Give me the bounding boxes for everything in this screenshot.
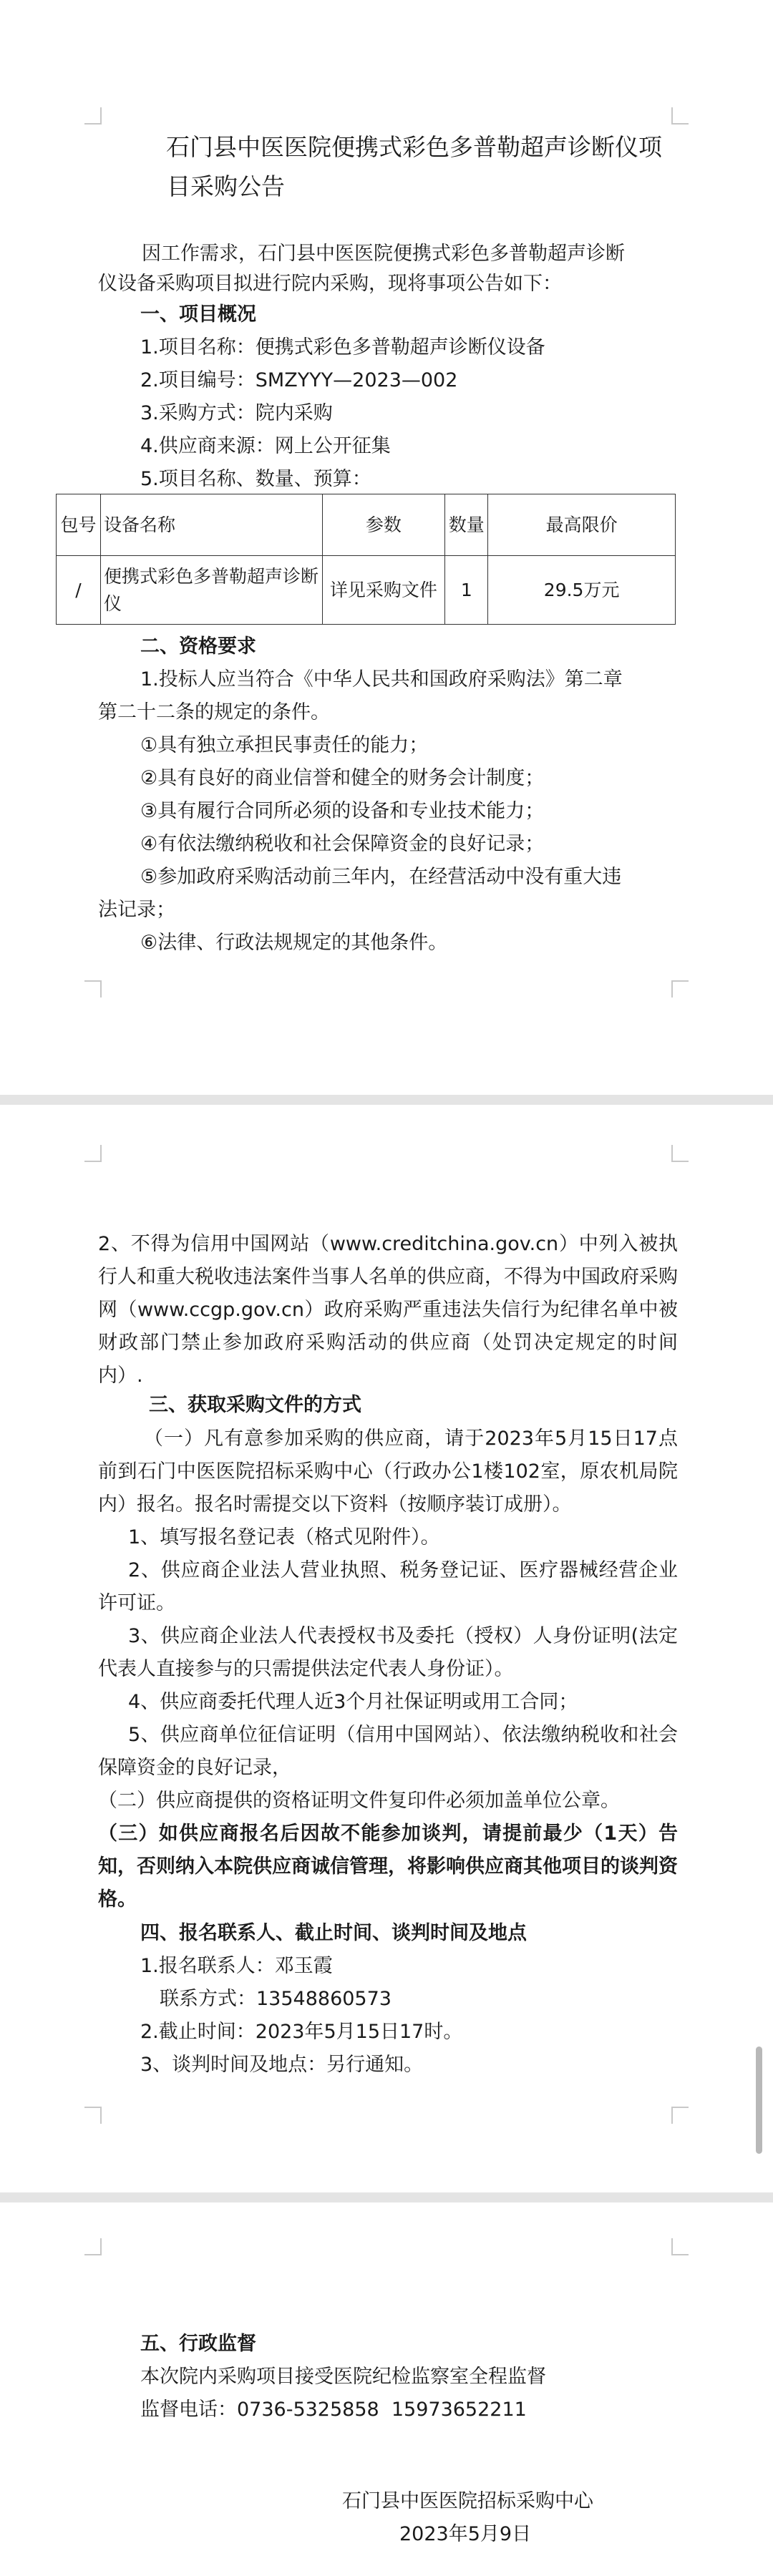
condition-3: ③具有履行合同所必须的设备和专业技术能力； xyxy=(140,800,545,822)
s5-phone: 监督电话：0736-5325858 15973652211 xyxy=(140,2399,527,2421)
page-3 xyxy=(0,2202,773,2576)
doc-title-line1: 石门县中医医院便携式彩色多普勒超声诊断仪项 xyxy=(166,133,662,161)
th-device-name: 设备名称 xyxy=(100,494,322,556)
doc-title-line2: 目采购公告 xyxy=(167,172,285,200)
item-supplier-source: 4.供应商来源：网上公开征集 xyxy=(140,435,391,457)
section-heading: 三、获取采购文件的方式 xyxy=(149,1394,361,1416)
table-row xyxy=(57,556,676,625)
crop-mark xyxy=(84,107,102,125)
s3-paragraph-2: （二）供应商提供的资格证明文件复印件必须加盖单位公章。 xyxy=(98,1790,620,1812)
s3-item-1: 1、填写报名登记表（格式见附件）。 xyxy=(128,1526,440,1548)
table-header-row xyxy=(57,494,676,556)
item-procurement-method: 3.采购方式：院内采购 xyxy=(140,402,333,424)
th-parameters: 参数 xyxy=(322,494,445,556)
td-parameters: 详见采购文件 xyxy=(322,556,445,625)
s3-paragraph-3: （三）如供应商报名后因故不能参加谈判，请提前最少（1天）告知，否则纳入本院供应商诚信管理，将影响供应商其他项目的谈判资格。 xyxy=(98,1823,678,1911)
crop-mark xyxy=(84,2238,102,2255)
s3-item-3: 3、供应商企业法人代表授权书及委托（授权）人身份证明(法定代表人直接参与的只需提供法定代表人身份证）。 xyxy=(98,1625,678,1680)
td-device-name: 便携式彩色多普勒超声诊断仪 xyxy=(100,556,322,625)
s3-item-4: 4、供应商委托代理人近3个月社保证明或用工合同； xyxy=(128,1691,578,1713)
condition-5-line1: ⑤参加政府采购活动前三年内，在经营活动中没有重大违 xyxy=(140,866,622,888)
intro-line2: 仪设备采购项目拟进行院内采购，现将事项公告如下： xyxy=(98,273,562,295)
condition-5-line2: 法记录； xyxy=(98,899,175,921)
s3-item-5: 5、供应商单位征信证明（信用中国网站）、依法缴纳税收和社会保障资金的良好记录， xyxy=(98,1724,678,1779)
item-project-name: 1.项目名称：便携式彩色多普勒超声诊断仪设备 xyxy=(140,336,545,358)
condition-4: ④有依法缴纳税收和社会保障资金的良好记录； xyxy=(140,833,545,855)
td-package-no: / xyxy=(57,556,101,625)
crop-mark xyxy=(671,1145,689,1162)
th-quantity: 数量 xyxy=(445,494,488,556)
qualification-1-line1: 1.投标人应当符合《中华人民共和国政府采购法》第二章 xyxy=(140,668,623,691)
s4-negotiation: 3、谈判时间及地点：另行通知。 xyxy=(140,2054,424,2076)
s4-contact-person: 1.报名联系人：邓玉霞 xyxy=(140,1955,333,1977)
th-package-no: 包号 xyxy=(57,494,101,556)
scrollbar-thumb[interactable] xyxy=(756,2046,762,2154)
item-budget-intro: 5.项目名称、数量、预算： xyxy=(140,468,371,490)
page-1 xyxy=(0,0,773,1095)
crop-mark xyxy=(84,1145,102,1162)
qualification-2: 2、不得为信用中国网站（www.creditchina.gov.cn）中列入被执行人和重大税收违法案件当事人名单的供应商，不得为中国政府采购网（www.ccgp.gov.cn）政府采购严重违法失信行为纪律名单中被财政部门禁止参加政府采购活动的供应商（处罚决定规定的时间内）. xyxy=(98,1233,678,1387)
qualification-1-line2: 第二十二条的规定的条件。 xyxy=(98,701,330,723)
s4-contact-phone: 联系方式：13548860573 xyxy=(160,1988,392,2010)
s5-supervision: 本次院内采购项目接受医院纪检监察室全程监督 xyxy=(140,2366,546,2388)
td-quantity: 1 xyxy=(445,556,488,625)
crop-mark xyxy=(671,980,689,997)
page-gap xyxy=(0,2192,773,2202)
s3-paragraph-1: （一）凡有意参加采购的供应商，请于2023年5月15日17点前到石门中医医院招标采购中心（行政办公1楼102室，原农机局院内）报名。报名时需提交以下资料（按顺序装订成册）。 xyxy=(98,1428,678,1516)
section-heading: 一、项目概况 xyxy=(140,303,256,326)
signature-org: 石门县中医医院招标采购中心 xyxy=(342,2490,593,2512)
page-2 xyxy=(0,1105,773,2192)
procurement-table xyxy=(56,494,676,625)
condition-2: ②具有良好的商业信誉和健全的财务会计制度； xyxy=(140,767,545,789)
crop-mark xyxy=(84,2107,102,2124)
crop-mark xyxy=(84,980,102,997)
crop-mark xyxy=(671,2238,689,2255)
s3-item-2: 2、供应商企业法人营业执照、税务登记证、医疗器械经营企业许可证。 xyxy=(98,1559,678,1614)
condition-1: ①具有独立承担民事责任的能力； xyxy=(140,734,429,756)
td-max-price: 29.5万元 xyxy=(488,556,676,625)
section-heading: 五、行政监督 xyxy=(140,2333,256,2355)
section-heading: 二、资格要求 xyxy=(140,635,256,658)
page-gap xyxy=(0,1095,773,1105)
intro-line1: 因工作需求，石门县中医医院便携式彩色多普勒超声诊断 xyxy=(142,243,625,265)
crop-mark xyxy=(671,107,689,125)
item-project-number: 2.项目编号：SMZYYY—2023—002 xyxy=(140,369,458,391)
condition-6: ⑥法律、行政法规规定的其他条件。 xyxy=(140,932,448,954)
crop-mark xyxy=(671,2107,689,2124)
section-heading: 四、报名联系人、截止时间、谈判时间及地点 xyxy=(140,1922,527,1944)
signature-date: 2023年5月9日 xyxy=(399,2523,532,2545)
s4-deadline: 2.截止时间：2023年5月15日17时。 xyxy=(140,2021,463,2043)
th-max-price: 最高限价 xyxy=(488,494,676,556)
